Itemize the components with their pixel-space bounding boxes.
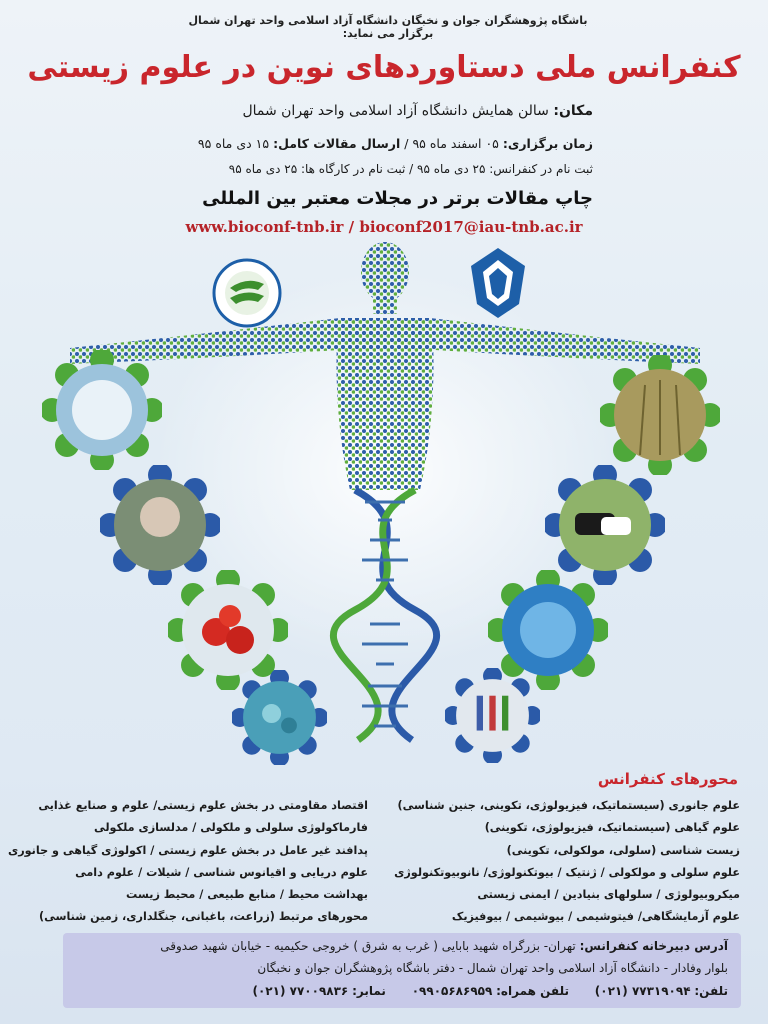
topic-item: پدافند غیر عامل در بخش علوم زیستی / اکولوژی گیاهی و جانوری: [7, 843, 368, 857]
mobile-value: ۰۹۹۰۵۶۸۶۹۵۹: [411, 984, 493, 998]
topic-item: علوم سلولی و مولکولی / ژنتیک / بیوتکنولوژی/ نانوبیوتکنولوژی: [394, 865, 740, 879]
date-label: زمان برگزاری:: [502, 136, 593, 151]
topic-item: علوم آزمایشگاهی/ فیتوشیمی / بیوشیمی / بیوفیزیک: [451, 910, 740, 924]
topics-list-left: [7, 795, 368, 929]
fax-label: نمابر:: [352, 984, 386, 998]
test-tubes-photo-flower: [445, 668, 540, 763]
topic-item: علوم جانوری (سیستماتیک، فیزیولوژی، تکوینی، جنین شناسی): [397, 799, 740, 812]
phone-value: ۷۷۳۱۹۰۹۴ (۰۲۱): [594, 984, 691, 998]
scientist-photo-flower: [100, 465, 220, 585]
fullpaper-label: ارسال مقالات کامل:: [273, 136, 401, 151]
fax: [253, 984, 386, 998]
cells-photo-flower: [232, 670, 327, 765]
venue-line: [163, 103, 593, 119]
conference-title: کنفرانس ملی دستاوردهای نوین در علوم زیستی: [27, 50, 741, 85]
address-value-1: تهران- بزرگراه شهید بابایی ( غرب به شرق ) خروجی حکیمیه - خیابان شهید صدوقی: [160, 939, 576, 953]
date-value: ۰۵ اسفند ماه ۹۵ /: [404, 136, 499, 151]
organizer-line: باشگاه پژوهشگران جوان و نخبگان دانشگاه آزاد اسلامی واحد تهران شمال برگزار می نماید:: [188, 14, 588, 40]
topic-item: زیست شناسی (سلولی، مولکولی، تکوینی): [506, 843, 740, 857]
topics-title: محورهای کنفرانس: [597, 770, 738, 788]
topic-item: علوم گیاهی (سیستماتیک، فیزیولوژی، تکوینی): [484, 821, 740, 835]
topic-item: محورهای مرتبط (زراعت، باغبانی، جنگلداری، زمین شناسی): [39, 910, 368, 924]
topic-item: علوم دریایی و اقیانوس شناسی / شیلات / علوم دامی: [75, 865, 368, 879]
dates-line: [163, 136, 593, 151]
address-label: آدرس دبیرخانه کنفرانس:: [579, 939, 728, 953]
young-researchers-club-logo: [212, 258, 282, 328]
topics-list-right: [380, 795, 740, 929]
publish-line: چاپ مقالات برتر در مجلات معتبر بین المللی: [202, 188, 593, 209]
address-line-1: [160, 939, 728, 953]
wheat-photo-flower: [600, 355, 720, 475]
registration-line: ثبت نام در کنفرانس: ۲۵ دی ماه ۹۵ / ثبت نام در کارگاه ها: ۲۵ دی ماه ۹۵: [228, 162, 593, 176]
website-email-link[interactable]: www.bioconf-tnb.ir / bioconf2017@iau-tnb.ac.ir: [185, 218, 583, 236]
topic-item: فارماکولوژی سلولی و ملکولی / مدلسازی ملکولی: [94, 821, 368, 835]
contact-numbers: [231, 984, 729, 998]
fax-value: ۷۷۰۰۹۸۳۶ (۰۲۱): [252, 984, 349, 998]
phone: [595, 984, 728, 998]
topic-item: میکروبیولوژی / سلولهای بنیادین / ایمنی زیستی: [477, 888, 740, 902]
venue-value: سالن همایش دانشگاه آزاد اسلامی واحد تهران شمال: [242, 103, 549, 119]
islamic-azad-university-logo: [465, 244, 531, 324]
fullpaper-value: ۱۵ دی ماه ۹۵: [197, 136, 270, 151]
topic-item: بهداشت محیط / منابع طبیعی / محیط زیست: [126, 888, 368, 902]
topic-item: اقتصاد مقاومتی در بخش علوم زیستی/ علوم و صنایع غذایی: [38, 799, 368, 812]
mobile-label: تلفن همراه:: [496, 984, 569, 998]
address-line-2: بلوار وفادار - دانشگاه آزاد اسلامی واحد تهران شمال - دفتر باشگاه پژوهشگران جوان و نخبگان: [257, 961, 728, 975]
phone-label: تلفن:: [694, 984, 728, 998]
mobile: [412, 984, 569, 998]
cows-photo-flower: [545, 465, 665, 585]
venue-label: مکان:: [553, 103, 593, 119]
lab-photo-flower-1: [42, 350, 162, 470]
